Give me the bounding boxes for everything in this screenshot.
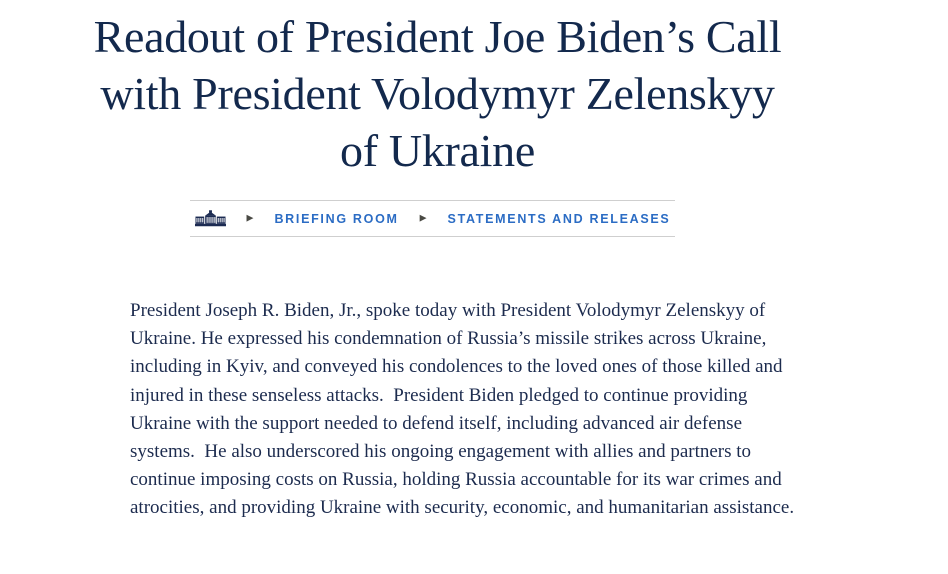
chevron-right-icon: ▶ (419, 212, 427, 223)
page-title (0, 8, 875, 179)
breadcrumb-link-briefing-room[interactable]: BRIEFING ROOM (274, 211, 399, 226)
page-title-line: of Ukraine (340, 125, 535, 176)
page-title-line: with President Volodymyr Zelenskyy (100, 68, 775, 119)
breadcrumb-link-statements-and-releases[interactable]: STATEMENTS AND RELEASES (447, 211, 671, 226)
press-release-article (0, 8, 875, 523)
chevron-right-icon: ▶ (246, 212, 254, 223)
breadcrumb (190, 200, 675, 237)
whitehouse-icon (195, 210, 226, 227)
article-paragraph: President Joseph R. Biden, Jr., spoke today with President Volodymyr Zelenskyy of Ukraine. He expressed his condemnation of Russia’s missile strikes across Ukraine, including in Kyiv, and conveyed his condolences to the loved ones of those killed and injured in these senseless attacks. President Biden pledged to continue providing Ukraine with the support needed to defend itself, including advanced air defense systems. He also underscored his ongoing engagement with allies and partners to continue imposing costs on Russia, holding Russia accountable for its war crimes and atrocities, and providing Ukraine with security, economic, and humanitarian assistance. (130, 300, 795, 519)
page-title-line: Readout of President Joe Biden’s Call (93, 11, 782, 62)
home-link[interactable] (195, 210, 226, 227)
